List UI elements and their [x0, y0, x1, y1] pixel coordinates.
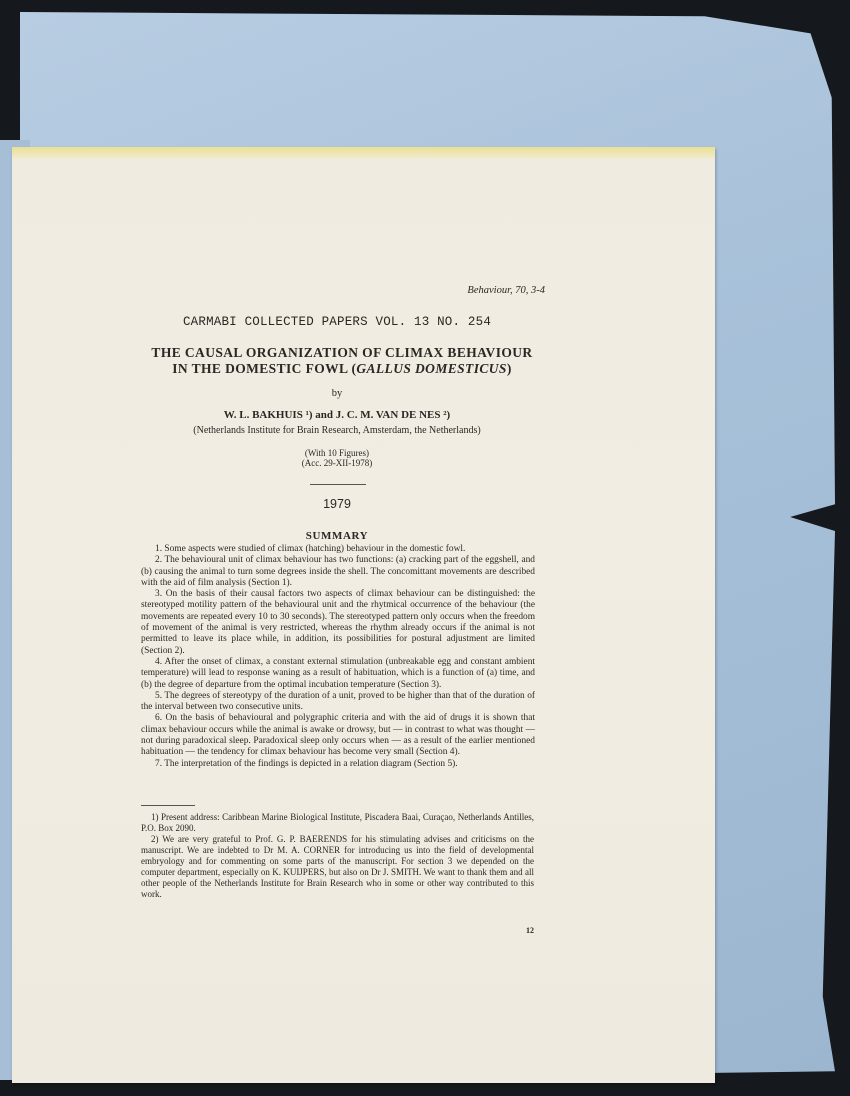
paper-title [102, 345, 582, 377]
summary-paragraph: 2. The behavioural unit of climax behaviour has two functions: (a) cracking part of the eggshell, and (b) causing the animal to turn some degrees inside the shell. The concomittant movements are described with the aid of film analysis (Section 1). [141, 555, 535, 588]
title-line-2-species: GALLUS DOMESTICUS [356, 361, 507, 376]
scanned-paper-page [12, 147, 715, 1083]
footnote: 2) We are very grateful to Prof. G. P. BAERENDS for his stimulating advises and criticisms on the manuscript. We are indebted to Dr M. A. CORNER for introducing us into the field of developmental embryology and for commenting on some parts of the manuscript. For section 3 we depended on the computer department, especially on K. KUIJPERS, but also on Dr J. SMITH. We want to thank them and all other people of the Netherlands Institute for Brain Research who in some or other way contributed to this work. [141, 834, 534, 899]
by-line: by [331, 388, 343, 399]
summary-paragraph: 3. On the basis of their causal factors two aspects of climax behaviour can be distinguished: the stereotyped motility pattern of the behavioural unit and the rhytmical occurrence of the behaviour (the movements are repeated every 10 to 30 seconds). The stereotyped pattern only occurs when the freedom of movement of the animal is very restricted, whereas the rhythm already occurs if the animal is not permitted to leave its place while, in addition, its possibilities for postural adjustment are limited (Section 2). [141, 589, 535, 656]
title-line-2-prefix: IN THE DOMESTIC FOWL ( [172, 361, 357, 376]
footnotes [141, 812, 534, 900]
summary-heading: SUMMARY [305, 530, 369, 542]
title-line-1: THE CAUSAL ORGANIZATION OF CLIMAX BEHAVIOUR [151, 345, 533, 360]
figure-and-acceptance-notes [12, 448, 662, 468]
publication-year: 1979 [323, 497, 351, 511]
footnote-divider [141, 805, 195, 806]
acceptance-note: (Acc. 29-XII-1978) [301, 458, 373, 468]
footnote: 1) Present address: Caribbean Marine Biological Institute, Piscadera Baai, Curaçao, Netherlands Antilles, P.O. Box 2090. [141, 812, 534, 833]
summary-paragraph: 1. Some aspects were studied of climax (hatching) behaviour in the domestic fowl. [155, 544, 466, 554]
summary-text [141, 544, 535, 770]
journal-reference: Behaviour, 70, 3-4 [467, 285, 545, 296]
summary-paragraph: 5. The degrees of stereotypy of the duration of a unit, proved to be higher than that of the duration of the interval between two consecutive units. [141, 690, 535, 713]
title-divider [310, 484, 366, 485]
collection-header: CARMABI COLLECTED PAPERS VOL. 13 NO. 254 [182, 315, 492, 329]
yellowed-top-edge [12, 147, 715, 159]
summary-paragraph: 4. After the onset of climax, a constant external stimulation (unbreakable egg and constant ambient temperature) will lead to response waning as a result of habituation, which is a function of (a) time, and (b) the degree of departure from the optimal incubation temperature (Section 3). [141, 656, 535, 690]
title-line-2-suffix: ) [506, 361, 512, 376]
page-number: 12 [526, 926, 534, 935]
summary-paragraph: 7. The interpretation of the findings is depicted in a relation diagram (Section 5). [155, 758, 458, 769]
figures-note: (With 10 Figures) [304, 448, 370, 458]
affiliation: (Netherlands Institute for Brain Research, Amsterdam, the Netherlands) [193, 425, 481, 436]
authors: W. L. BAKHUIS ¹) and J. C. M. VAN DE NES ²) [223, 409, 451, 421]
summary-paragraph: 6. On the basis of behavioural and polygraphic criteria and with the aid of drugs it is shown that climax behaviour occurs while the animal is awake or drowsy, but — in contrast to what was thought — not during paradoxical sleep. Paradoxical sleep only occurs when — as a result of the earlier mentioned habituation — the tendency for climax behaviour has become very small (Section 4). [141, 713, 535, 758]
